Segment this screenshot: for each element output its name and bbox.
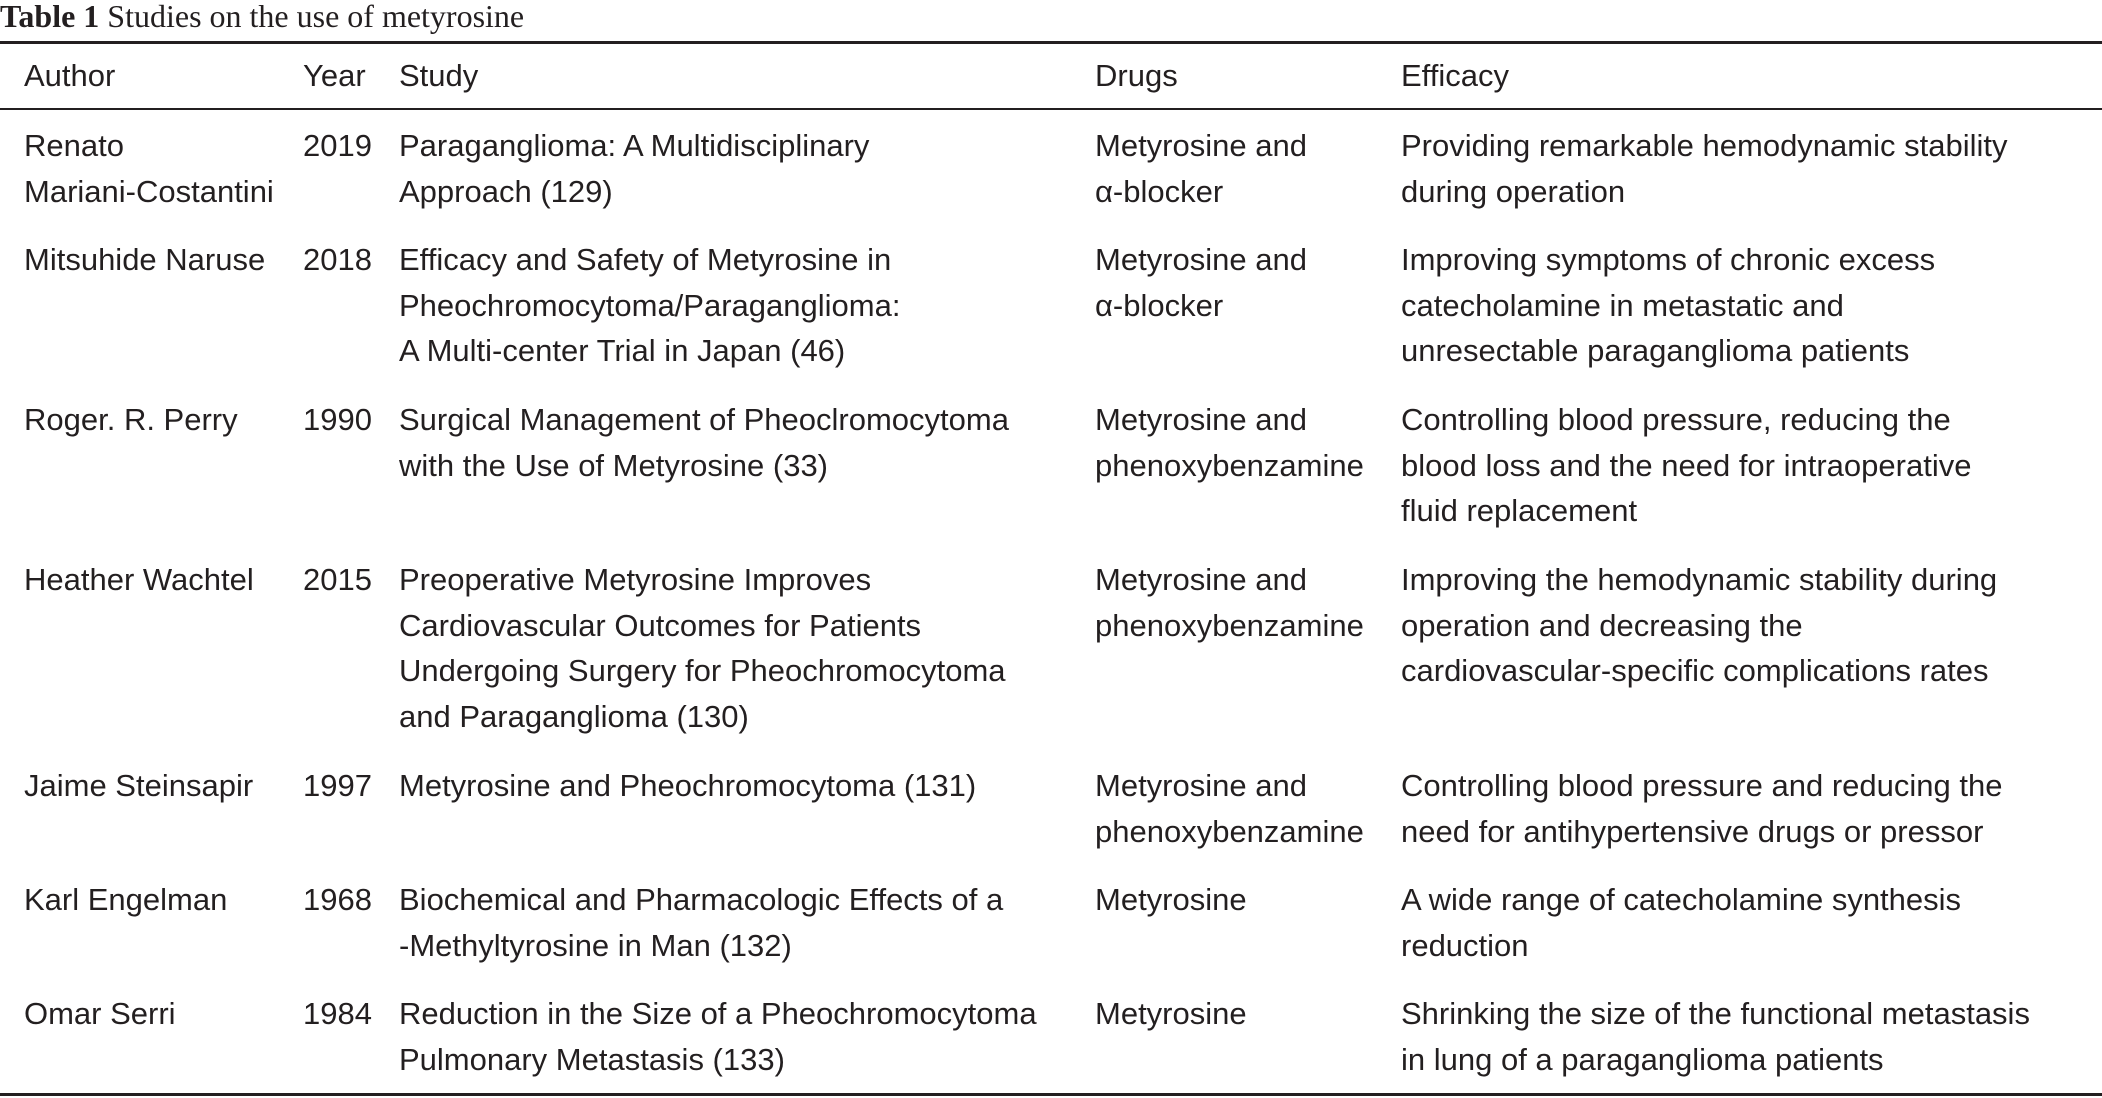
study-cell: Reduction in the Size of a Pheochromocytoma Pulmonary Metastasis (133): [399, 996, 1037, 1077]
study-cell: Efficacy and Safety of Metyrosine in Pheochromocytoma/Paraganglioma: A Multi-center Trial in Japan (46): [399, 242, 901, 368]
year-cell: 2018: [303, 242, 372, 277]
column-header-study: Study: [399, 58, 479, 93]
table-caption: [0, 0, 524, 36]
header-rule: [0, 108, 2102, 110]
drugs-cell: Metyrosine: [1095, 996, 1247, 1031]
year-cell: 2015: [303, 562, 372, 597]
study-cell: Preoperative Metyrosine Improves Cardiovascular Outcomes for Patients Undergoing Surgery for Pheochromocytoma and Paraganglioma (130): [399, 562, 1006, 734]
year-cell: 1984: [303, 996, 372, 1031]
table-title: Studies on the use of metyrosine: [107, 0, 525, 34]
drugs-cell: Metyrosine and α-blocker: [1095, 242, 1307, 323]
author-cell: Heather Wachtel: [24, 562, 254, 597]
drugs-cell: Metyrosine and α-blocker: [1095, 128, 1307, 209]
year-cell: 1990: [303, 402, 372, 437]
drugs-cell: Metyrosine and phenoxybenzamine: [1095, 768, 1364, 849]
study-cell: Paraganglioma: A Multidisciplinary Approach (129): [399, 128, 870, 209]
study-cell: Surgical Management of Pheoclromocytoma with the Use of Metyrosine (33): [399, 402, 1009, 483]
year-cell: 2019: [303, 128, 372, 163]
drugs-cell: Metyrosine and phenoxybenzamine: [1095, 402, 1364, 483]
efficacy-cell: Improving symptoms of chronic excess catecholamine in metastatic and unresectable paraganglioma patients: [1401, 242, 1936, 368]
study-cell: Biochemical and Pharmacologic Effects of a -Methyltyrosine in Man (132): [399, 882, 1004, 963]
efficacy-cell: Improving the hemodynamic stability during operation and decreasing the cardiovascular-specific complications rates: [1401, 562, 1998, 688]
efficacy-cell: Shrinking the size of the functional metastasis in lung of a paraganglioma patients: [1401, 996, 2030, 1077]
efficacy-cell: Controlling blood pressure, reducing the blood loss and the need for intraoperative fluid replacement: [1401, 402, 1972, 528]
column-header-author: Author: [24, 58, 116, 93]
bottom-rule: [0, 1093, 2102, 1096]
top-rule: [0, 41, 2102, 44]
study-cell: Metyrosine and Pheochromocytoma (131): [399, 768, 977, 803]
column-header-drugs: Drugs: [1095, 58, 1178, 93]
table-number: Table 1: [0, 0, 100, 34]
year-cell: 1968: [303, 882, 372, 917]
efficacy-cell: Controlling blood pressure and reducing the need for antihypertensive drugs or pressor: [1401, 768, 2003, 849]
column-header-efficacy: Efficacy: [1401, 58, 1509, 93]
author-cell: Jaime Steinsapir: [24, 768, 254, 803]
author-cell: Roger. R. Perry: [24, 402, 238, 437]
year-cell: 1997: [303, 768, 372, 803]
drugs-cell: Metyrosine and phenoxybenzamine: [1095, 562, 1364, 643]
author-cell: Mitsuhide Naruse: [24, 242, 266, 277]
column-header-year: Year: [303, 58, 366, 93]
author-cell: Omar Serri: [24, 996, 176, 1031]
efficacy-cell: Providing remarkable hemodynamic stability during operation: [1401, 128, 2008, 209]
efficacy-cell: A wide range of catecholamine synthesis reduction: [1401, 882, 1962, 963]
drugs-cell: Metyrosine: [1095, 882, 1247, 917]
author-cell: Karl Engelman: [24, 882, 228, 917]
author-cell: Renato Mariani-Costantini: [24, 128, 274, 209]
